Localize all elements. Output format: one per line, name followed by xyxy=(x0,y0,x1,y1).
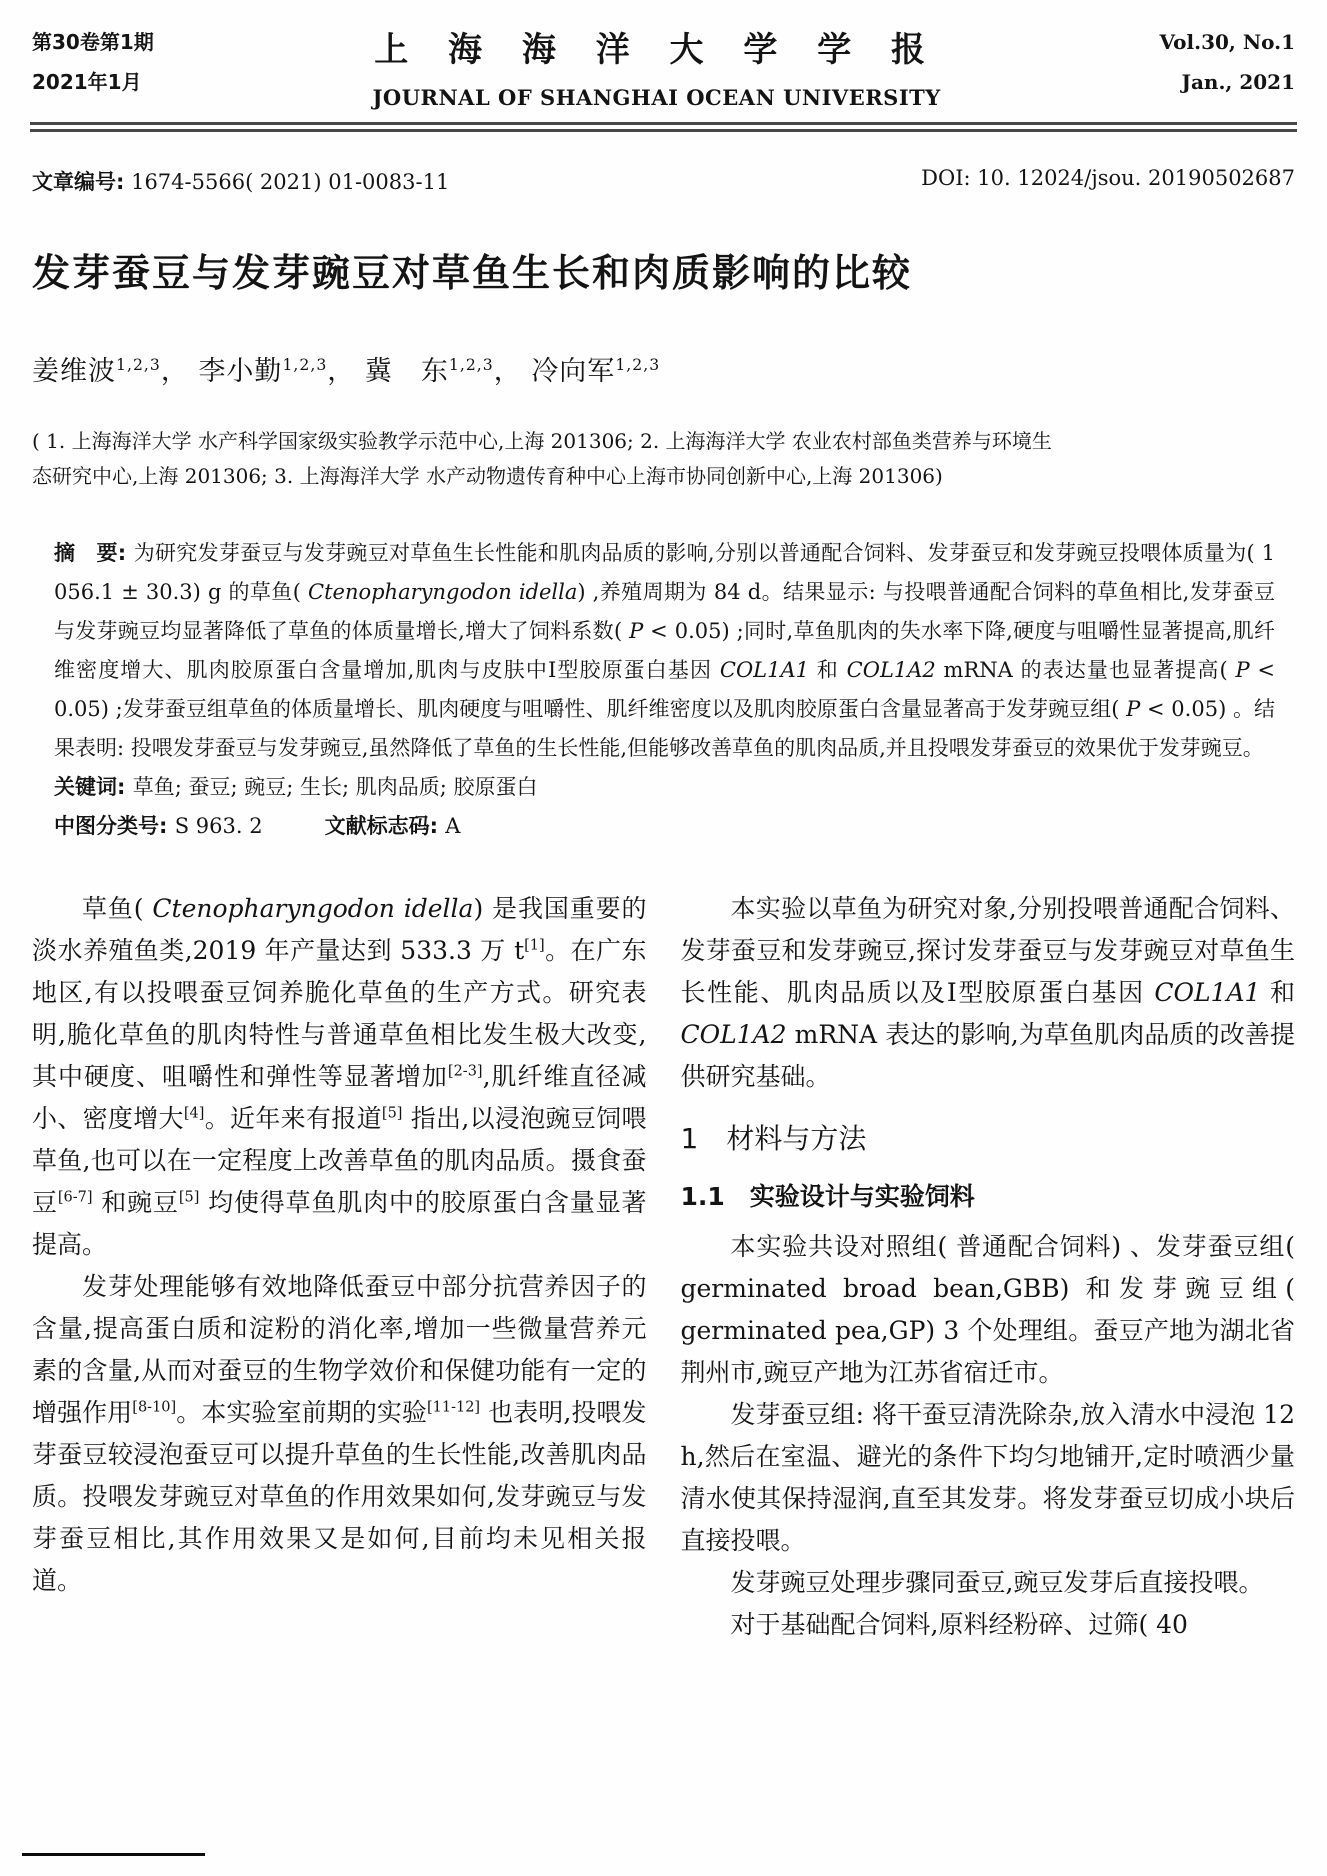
journal-volume-cn: 第30卷第1期 xyxy=(32,30,154,54)
footnote-rule xyxy=(22,1853,205,1856)
keywords-text: 草鱼; 蚕豆; 豌豆; 生长; 肌肉品质; 胶原蛋白 xyxy=(132,775,538,799)
keywords-row xyxy=(54,768,1275,807)
header-double-rule xyxy=(30,122,1297,132)
section-heading-1-1: 1.1 实验设计与实验饲料 xyxy=(680,1182,975,1211)
body-columns xyxy=(32,888,1295,1646)
authors-line: 姜维波$^{1,2,3}$， 李小勤$^{1,2,3}$， 冀 东$^{1,2,3}$， 冷向军$^{1,2,3}$ xyxy=(32,355,661,387)
affiliation-line-1: ( 1. 上海海洋大学 水产科学国家级实验教学示范中心,上海 201306; 2. 上海海洋大学 农业农村部鱼类营养与环境生 xyxy=(32,429,1052,453)
right-column xyxy=(681,888,1296,1646)
doc-type-value: A xyxy=(445,814,461,838)
journal-date-en: Jan., 2021 xyxy=(1181,70,1295,94)
left-paragraph-1: 草鱼( Ctenopharyngodon idella) 是我国重要的淡水养殖鱼类,2019 年产量达到 533.3 万 t[1]。在广东地区,有以投喂蚕豆饲养脆化草鱼的生产方式。研究表明,脆化草鱼的肌肉特性与普通草鱼相比发生极大改变,其中硬度、咀嚼性和弹性等显著增加[2-3],肌纤维直径减小、密度增大[4]。近年来有报道[5] 指出,以浸泡豌豆饲喂草鱼,也可以在一定程度上改善草鱼的肌肉品质。摄食蚕豆[6-7] 和豌豆[5] 均使得草鱼肌肉中的胶原蛋白含量显著提高。 xyxy=(32,894,647,1259)
journal-issue-info-en xyxy=(1160,22,1296,102)
journal-date-cn: 2021年1月 xyxy=(32,70,142,94)
clc-value: S 963. 2 xyxy=(174,814,263,838)
abstract-paragraph xyxy=(54,534,1275,768)
clc-label: 中图分类号: xyxy=(54,814,175,838)
abstract-text: 为研究发芽蚕豆与发芽豌豆对草鱼生长性能和肌肉品质的影响,分别以普通配合饲料、发芽蚕豆和发芽豌豆投喂体质量为( 1 056.1 ± 30.3) g 的草鱼( Ctenopharyngodon idella) ,养殖周期为 84 d。结果显示: 与投喂普通配合饲料的草鱼相比,发芽蚕豆与发芽豌豆均显著降低了草鱼的体质量增长,增大了饲料系数( P < 0.05) ;同时,草鱼肌肉的失水率下降,硬度与咀嚼性显著提高,肌纤维密度增大、肌肉胶原蛋白含量增加,肌肉与皮肤中Ⅰ型胶原蛋白基因 COL1A1 和 COL1A2 mRNA 的表达量也显著提高( P < 0.05) ;发芽蚕豆组草鱼的体质量增长、肌肉硬度与咀嚼性、肌纤维密度以及肌肉胶原蛋白含量显著高于发芽豌豆组( P < 0.05) 。结果表明: 投喂发芽蚕豆与发芽豌豆,虽然降低了草鱼的生长性能,但能够改善草鱼的肌肉品质,并且投喂发芽蚕豆的效果优于发芽豌豆。 xyxy=(54,541,1276,760)
classification-row xyxy=(54,807,1275,846)
journal-title-cn: 上 海 海 洋 大 学 学 报 xyxy=(374,30,940,70)
journal-volume-en: Vol.30, No.1 xyxy=(1159,30,1295,54)
journal-title-block xyxy=(154,22,1160,110)
right-paragraph-5: 对于基础配合饲料,原料经粉碎、过筛( 40 xyxy=(730,1610,1188,1639)
journal-title-en: JOURNAL OF SHANGHAI OCEAN UNIVERSITY xyxy=(372,85,941,110)
right-paragraph-1: 本实验以草鱼为研究对象,分别投喂普通配合饲料、发芽蚕豆和发芽豌豆,探讨发芽蚕豆与发芽豌豆对草鱼生长性能、肌肉品质以及Ⅰ型胶原蛋白基因 COL1A1 和 COL1A2 mRNA 表达的影响,为草鱼肌肉品质的改善提供研究基础。 xyxy=(680,894,1296,1091)
article-title: 发芽蚕豆与发芽豌豆对草鱼生长和肉质影响的比较 xyxy=(32,251,913,295)
article-number-value: 1674-5566( 2021) 01-0083-11 xyxy=(124,170,450,194)
journal-header xyxy=(0,0,1327,110)
article-meta-row xyxy=(32,166,1295,196)
article-number-label: 文章编号: xyxy=(32,170,125,194)
doi: DOI: 10. 12024/jsou. 20190502687 xyxy=(921,166,1295,190)
section-heading-1: 1 材料与方法 xyxy=(680,1122,867,1155)
abstract-label: 摘 要: xyxy=(54,541,134,565)
right-paragraph-4: 发芽豌豆处理步骤同蚕豆,豌豆发芽后直接投喂。 xyxy=(730,1568,1264,1597)
keywords-label: 关键词: xyxy=(54,775,133,799)
affiliation-line-2: 态研究中心,上海 201306; 3. 上海海洋大学 水产动物遗传育种中心上海市协同创新中心,上海 201306) xyxy=(32,464,943,488)
left-column xyxy=(32,888,647,1646)
left-paragraph-2: 发芽处理能够有效地降低蚕豆中部分抗营养因子的含量,提高蛋白质和淀粉的消化率,增加一些微量营养元素的含量,从而对蚕豆的生物学效价和保健功能有一定的增强作用[8-10]。本实验室前期的实验[11-12] 也表明,投喂发芽蚕豆较浸泡蚕豆可以提升草鱼的生长性能,改善肌肉品质。投喂发芽豌豆对草鱼的作用效果如何,发芽豌豆与发芽蚕豆相比,其作用效果又是如何,目前均未见相关报道。 xyxy=(32,1272,647,1595)
right-paragraph-2: 本实验共设对照组( 普通配合饲料) 、发芽蚕豆组( germinated broad bean,GBB) 和发芽豌豆组( germinated pea,GP) 3 个处理组。蚕豆产地为湖北省荆州市,豌豆产地为江苏省宿迁市。 xyxy=(680,1232,1295,1387)
abstract-block xyxy=(54,534,1275,846)
journal-issue-info-cn xyxy=(32,22,154,102)
affiliations xyxy=(32,424,1295,494)
right-paragraph-3: 发芽蚕豆组: 将干蚕豆清洗除杂,放入清水中浸泡 12 h,然后在室温、避光的条件下均匀地铺开,定时喷洒少量清水使其保持湿润,直至其发芽。将发芽蚕豆切成小块后直接投喂。 xyxy=(680,1400,1295,1555)
article-number xyxy=(32,166,449,196)
doc-type-label: 文献标志码: xyxy=(324,814,446,838)
